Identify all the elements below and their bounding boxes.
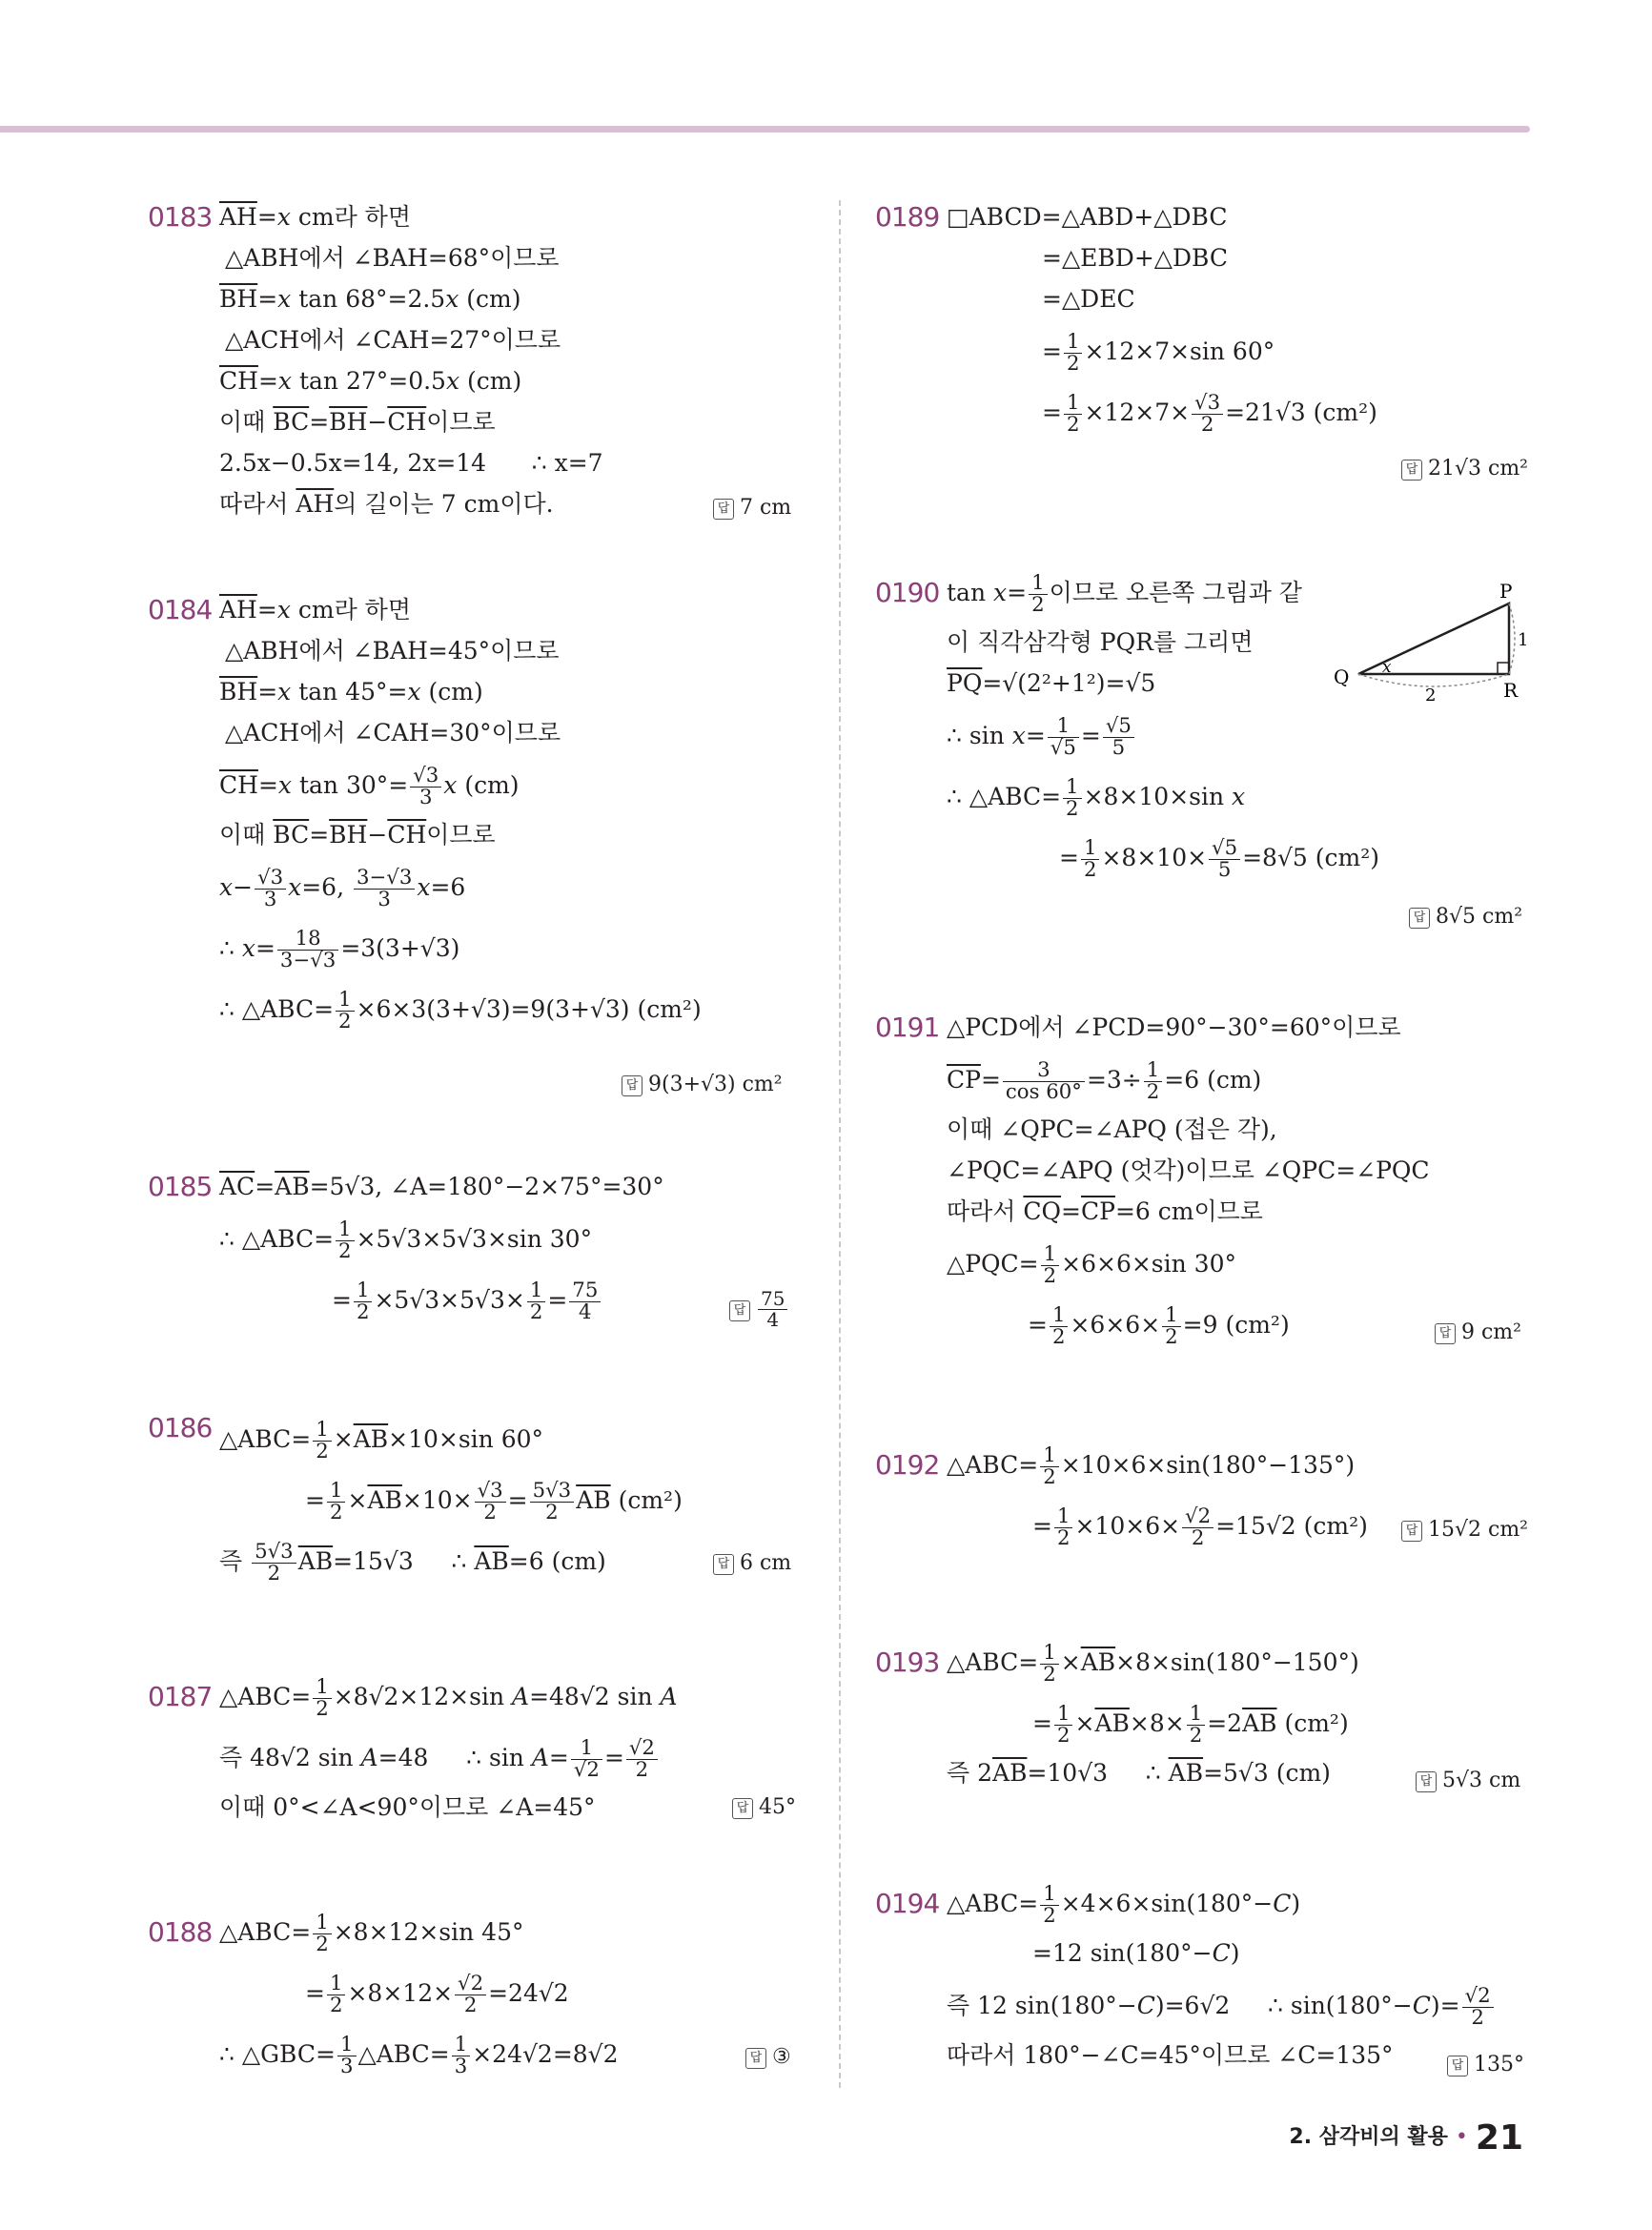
solution-line: =△EBD+△DBC [1042, 244, 1229, 272]
solution-line: ∴ △GBC= $\frac{1}{3}$ △ABC= $\frac{1}{3}$ ×24√2=8√2 [219, 2032, 619, 2078]
solution-line: $\overline{AH}=x$ cm라 하면 [219, 203, 411, 231]
solution-line: = $\frac{1}{2}$ ×5√3×5√3× $\frac{1}{2}$ = $\frac{75}{4}$ [219, 1270, 664, 1331]
solution-line: 이때 0°<∠A<90°이므로 ∠A=45° [219, 1793, 596, 1821]
top-rule [0, 126, 1530, 133]
answer-mark: 답 [1447, 2056, 1468, 2077]
problem-0194 [875, 1873, 1496, 2077]
solution-line: =△DEC [1042, 285, 1135, 313]
answer-mark: 답 [1401, 1521, 1422, 1542]
solution-line: = $\frac{1}{2}$ ×6×6× $\frac{1}{2}$ =9 (cm²) [1028, 1302, 1290, 1349]
section-title: 2. 삼각비의 활용 [1289, 2125, 1448, 2149]
answer-mark: 답 [713, 499, 734, 520]
solution-line: = $\frac{1}{2}$ ×10×6× $\frac{√2}{2}$ =15√2 (cm²) [1032, 1504, 1368, 1550]
solution-line: 이때 $\overline{BC}=\overline{BH}-\overline{CH}$이므로 [219, 821, 496, 849]
solution-line: △ABH에서 ∠BAH=45°이므로 [225, 637, 560, 665]
problem-0187 [148, 1667, 678, 1830]
solution-line: 2.5x−0.5x=14, 2x=14 ∴ x=7 [219, 449, 603, 477]
answer-0186 [713, 1545, 791, 1583]
problem-number: 0185 [148, 1171, 213, 1202]
answer-value: 5√3 cm [1442, 1769, 1521, 1792]
solution-line: x− $\frac{√3}{3}$ x=6, $\frac{3-√3}{3}$ x=6 [219, 865, 466, 911]
problem-0184 [148, 591, 702, 1040]
answer-0183 [713, 489, 791, 527]
solution-line: $\overline{BH}=x$ tan 68°=2.5x (cm) [219, 285, 521, 313]
label-q: Q [1334, 665, 1350, 688]
answer-0193 [1416, 1762, 1520, 1800]
problem-number: 0193 [875, 1647, 940, 1678]
solution-line: = $\frac{1}{2}$ $\times\overline{AB}\times 8\times$ $\frac{1}{2}$ $=2\overline{AB}$ (cm²) [1032, 1701, 1349, 1748]
problem-0185 [148, 1168, 664, 1331]
answer-value: 135° [1474, 2053, 1524, 2077]
answer-value: 8√5 cm² [1436, 905, 1523, 929]
answer-mark: 답 [745, 2048, 766, 2069]
problem-0191 [875, 1009, 1430, 1356]
answer-mark: 답 [622, 1075, 642, 1096]
bullet-icon: • [1455, 2125, 1468, 2149]
solution-line: = $\frac{1}{2}$ ×12×7×sin 60° [1042, 329, 1275, 376]
solution-line: △ABC= $\frac{1}{2}$ ×4×6×sin(180°−C) [947, 1881, 1301, 1928]
problem-0190 [875, 563, 1379, 889]
solution-line: 따라서 $\overline{AH}$의 길이는 7 cm이다. [219, 490, 554, 518]
answer-value: 45° [759, 1795, 796, 1819]
problem-0186 [148, 1409, 683, 1592]
solution-line: $\overline{CP}=$ $\frac{3}{\cos 60^\circ}$ =3÷ $\frac{1}{2}$ =6 (cm) [947, 1057, 1262, 1104]
problem-0183 [148, 198, 603, 526]
answer-0187 [732, 1789, 796, 1827]
solution-line: 따라서 $\overline{CQ}=\overline{CP}=6$ cm이므로 [947, 1197, 1263, 1225]
answer-0185: 답 $\frac{75}{4}$ [729, 1289, 789, 1330]
answer-value: 9(3+√3) cm² [648, 1073, 783, 1096]
answer-value: 21√3 cm² [1428, 457, 1529, 481]
answer-0194 [1447, 2046, 1524, 2084]
solution-line: ∠PQC=∠APQ (엇각)이므로 ∠QPC=∠PQC [947, 1156, 1430, 1184]
solution-line: 즉 48√2 sin A=48 ∴ sin A= $\frac{1}{√2}$ = $\frac{√2}{2}$ [219, 1728, 678, 1789]
page-footer [1289, 2118, 1523, 2158]
solution-line: △ABC= $\frac{1}{2}$ ×10×6×sin(180°−135°) [947, 1442, 1356, 1489]
solution-line: = $\frac{1}{2}$ ×8×12× $\frac{√2}{2}$ =24√2 [305, 1971, 569, 2017]
problem-number: 0190 [875, 577, 940, 608]
solution-line: = $\frac{1}{2}$ ×8×10× $\frac{√5}{5}$ =8√5 (cm²) [1059, 835, 1379, 882]
solution-line: $\overline{CH}=x$ tan 27°=0.5x (cm) [219, 367, 522, 395]
solution-line: ∴ x= $\frac{18}{3-√3}$ =3(3+√3) [219, 926, 460, 972]
problem-0193 [875, 1632, 1359, 1795]
answer-value: 9 cm² [1461, 1320, 1521, 1344]
solution-line: ∴ △ABC= $\frac{1}{2}$ ×5√3×5√3×sin 30° [219, 1217, 593, 1263]
problem-number: 0183 [148, 201, 213, 233]
solution-line: △PCD에서 ∠PCD=90°−30°=60°이므로 [947, 1013, 1401, 1041]
solution-line: 이때 $\overline{BC}=\overline{BH}-\overline{CH}$이므로 [219, 408, 496, 436]
answer-mark: 답 [713, 1554, 734, 1575]
page-number: 21 [1475, 2118, 1523, 2158]
problem-number: 0189 [875, 201, 940, 233]
triangle-pqr-figure [1330, 577, 1549, 710]
solution-line: ∴ △ABC= $\frac{1}{2}$ ×8×10×sin x [947, 774, 1246, 821]
solution-line: = $\frac{1}{2}$ $\times\overline{AB}\times 10\times$ $\frac{√3}{2}$ = $\frac{5√3}{2}$ $\overline{AB}$ (cm²) [305, 1478, 683, 1524]
answer-0189 [1401, 450, 1528, 488]
solution-line: $\overline{AH}=x$ cm라 하면 [219, 596, 411, 624]
solution-line: $\overline{BH}=x$ tan 45°=x (cm) [219, 678, 483, 706]
problem-number: 0186 [148, 1412, 213, 1443]
answer-0184 [622, 1066, 783, 1104]
solution-line: △PQC= $\frac{1}{2}$ ×6×6×sin 30° [947, 1241, 1236, 1288]
solution-line: 따라서 180°−∠C=45°이므로 ∠C=135° [947, 2041, 1394, 2069]
solution-line: $\overline{PQ}=√(2^2+1^2)=√5$ [947, 669, 1156, 697]
label-side-1: 1 [1518, 630, 1529, 650]
solution-line: ∴ sin x= $\frac{1}{√5}$ = $\frac{√5}{5}$ [947, 706, 1379, 767]
problem-number: 0184 [148, 594, 213, 625]
solution-line: $\overline{AC}=\overline{AB}=5√3$, ∠A=180°−2×75°=30° [219, 1173, 664, 1200]
solution-line: 즉 $2\overline{AB}=10√3$ ∴ $\overline{AB}=5√3$ (cm) [947, 1759, 1331, 1787]
answer-mark: 답 [1435, 1323, 1456, 1344]
answer-value: 7 cm [740, 496, 792, 520]
column-divider [839, 200, 841, 2088]
solution-line: = $\frac{1}{2}$ ×12×7× $\frac{√3}{2}$ =21√3 (cm²) [1042, 390, 1377, 437]
problem-number: 0194 [875, 1888, 940, 1919]
solution-line: △ABC= $\frac{1}{2}$ ×8√2×12×sin A=48√2 sin A [219, 1674, 678, 1721]
answer-mark: 답 [729, 1300, 750, 1321]
solution-line: △ABC= $\frac{1}{2}$ ×8×12×sin 45° [219, 1910, 524, 1956]
answer-0191 [1435, 1314, 1521, 1352]
answer-mark: 답 [1401, 460, 1422, 481]
problem-0192 [875, 1435, 1368, 1557]
solution-line: =12 sin(180°−C) [1032, 1939, 1240, 1967]
solution-line: ∴ △ABC= $\frac{1}{2}$ ×6×3(3+√3)=9(3+√3) (cm²) [219, 987, 702, 1033]
answer-value: ③ [772, 2045, 791, 2069]
label-angle-x: x [1382, 658, 1392, 677]
solution-line: □ABCD=△ABD+△DBC [947, 203, 1228, 231]
problem-0189 [875, 198, 1377, 443]
answer-0190 [1409, 898, 1522, 936]
solution-line: 즉 12 sin(180°−C)=6√2 ∴ sin(180°−C)= $\frac{√2}{2}$ [947, 1975, 1496, 2036]
answer-0188 [745, 2038, 791, 2077]
problem-number: 0187 [148, 1681, 213, 1712]
solution-line: △ABC= $\frac{1}{2}$ $\times\overline{AB}\times 8\times\sin(180^\circ-150^\circ)$ [947, 1640, 1359, 1687]
answer-0192 [1401, 1511, 1528, 1549]
problem-number: 0188 [148, 1916, 213, 1948]
label-p: P [1499, 580, 1513, 603]
problem-number: 0192 [875, 1449, 940, 1481]
label-side-2: 2 [1425, 685, 1437, 706]
problem-number: 0191 [875, 1012, 940, 1043]
solution-line: $\overline{CH}=x$ tan 30°= $\frac{√3}{3}$ x (cm) [219, 763, 520, 809]
answer-value: 15√2 cm² [1428, 1518, 1529, 1542]
label-r: R [1503, 679, 1519, 702]
solution-line: 이때 ∠QPC=∠APQ (접은 각), [947, 1115, 1277, 1143]
answer-mark: 답 [1416, 1771, 1437, 1792]
solution-line: △ACH에서 ∠CAH=27°이므로 [225, 326, 561, 354]
answer-mark: 답 [732, 1798, 753, 1819]
answer-mark: 답 [1409, 908, 1430, 929]
answer-value: 6 cm [740, 1551, 792, 1575]
problem-0188 [148, 1902, 619, 2085]
solution-line: △ACH에서 ∠CAH=30°이므로 [225, 719, 561, 747]
solution-line: tan x= $\frac{1}{2}$ 이므로 오른쪽 그림과 같 [947, 570, 1302, 617]
solution-line: 즉 $\frac{5√3}{2}$ $\overline{AB}=15√3$ ∴ $\overline{AB}=6$ (cm) [219, 1539, 606, 1586]
solution-line: △ABC= $\frac{1}{2}$ $\times\overline{AB}\times 10\times\sin$ 60° [219, 1417, 544, 1463]
solution-line: 이 직각삼각형 PQR를 그리면 [947, 628, 1254, 656]
solution-line: △ABH에서 ∠BAH=68°이므로 [225, 244, 560, 272]
